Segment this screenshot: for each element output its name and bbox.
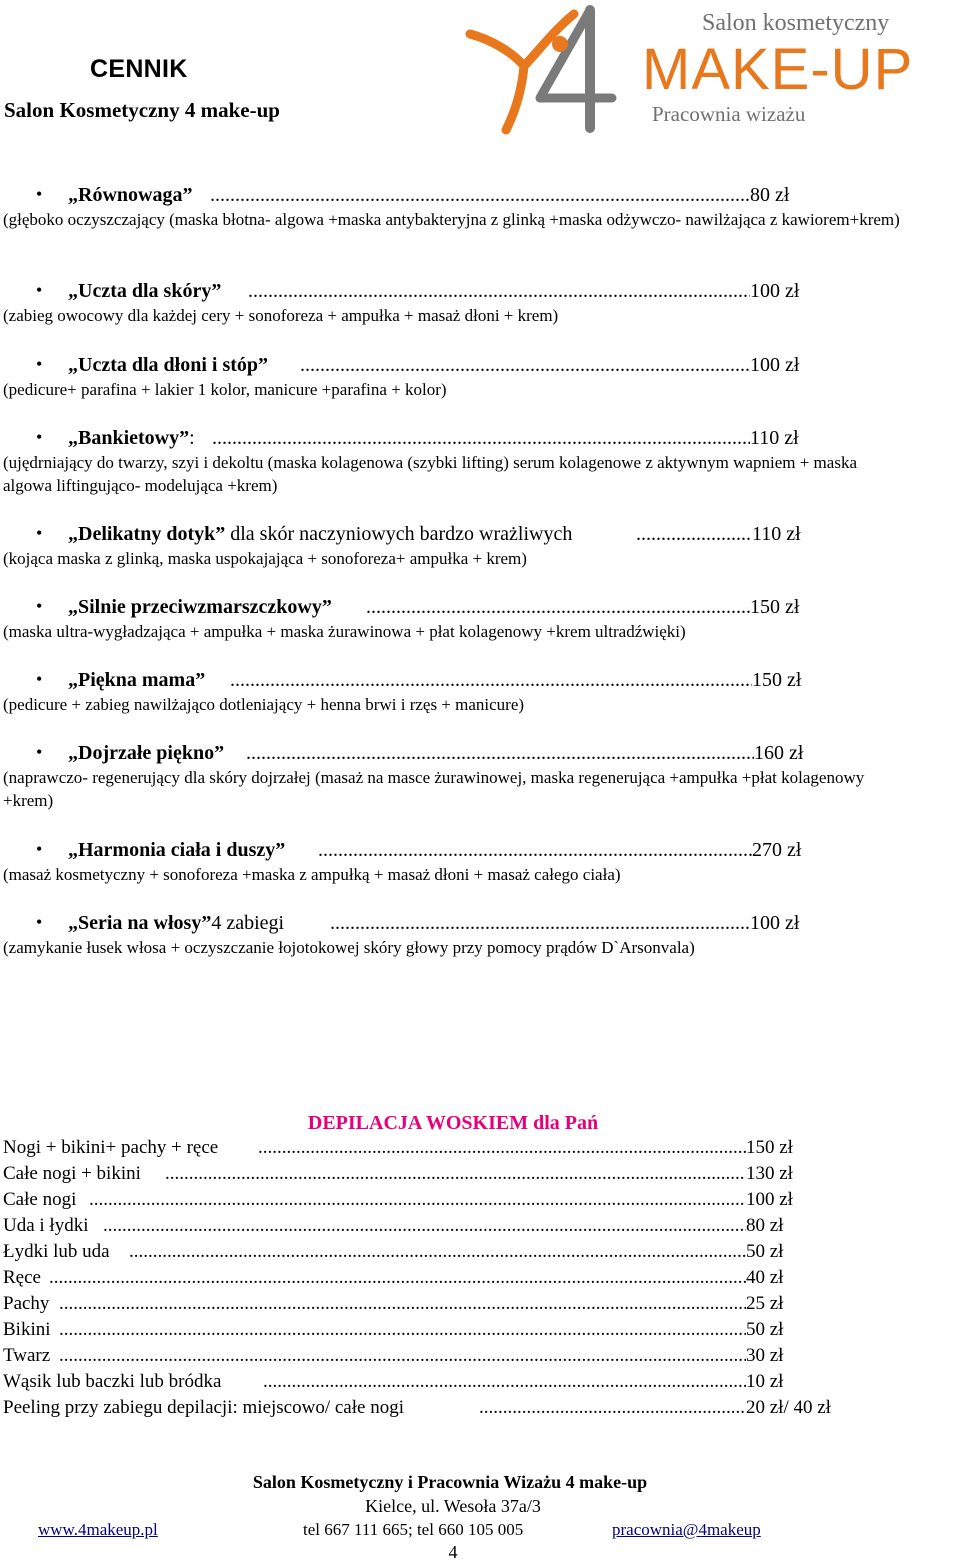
dot-leader (330, 912, 750, 935)
service-description: (maska ultra-wygładzająca + ampułka + maska żurawinowa + płat kolagenowy +krem ultradźwięki) (3, 622, 686, 641)
dot-leader (165, 1163, 746, 1185)
service-name: „Dojrzałe piękno” (68, 742, 225, 764)
dot-leader (246, 742, 754, 765)
dot-leader (230, 669, 752, 692)
price-value: 130 zł (746, 1163, 793, 1184)
service-description: (zabieg owocowy dla każdej cery + sonoforeza + ampułka + masaż dłoni + krem) (3, 306, 559, 325)
dot-leader (59, 1319, 746, 1341)
price-label: Peeling przy zabiegu depilacji: miejscowo/ całe nogi (3, 1397, 404, 1418)
price-value: 50 zł (746, 1319, 784, 1340)
price-value: 40 zł (746, 1267, 784, 1288)
depilation-title: DEPILACJA WOSKIEM dla Pań (307, 1112, 599, 1134)
service-description: (pedicure+ parafina + lakier 1 kolor, manicure +parafina + kolor) (3, 380, 447, 399)
bullet-icon: • (36, 839, 43, 859)
footer-website-link[interactable]: www.4makeup.pl (38, 1520, 158, 1539)
price-label: Całe nogi (3, 1189, 77, 1210)
bullet-icon: • (36, 669, 43, 689)
service-name: „Seria na włosy”4 zabiegi (68, 912, 285, 934)
service-description: (głęboko oczyszczający (maska błotna- algowa +maska antybakteryjna z glinką +maska odżywczo- nawilżająca z kawiorem+krem) (3, 210, 900, 229)
dot-leader (263, 1371, 746, 1393)
price-value: 50 zł (746, 1241, 784, 1262)
logo-figure-icon (462, 0, 662, 140)
price-label: Łydki lub uda (3, 1241, 110, 1262)
page-title: CENNIK (90, 55, 188, 83)
dot-leader (59, 1345, 746, 1367)
price-label: Całe nogi + bikini (3, 1163, 141, 1184)
service-name: „Bankietowy”: (68, 427, 195, 449)
service-name: „Piękna mama” (68, 669, 206, 691)
price-value: 30 zł (746, 1345, 784, 1366)
service-description: (pedicure + zabieg nawilżająco dotleniający + henna brwi i rzęs + manicure) (3, 695, 525, 714)
bullet-icon: • (36, 427, 43, 447)
dot-leader (212, 427, 750, 450)
service-price: 100 zł (750, 354, 800, 376)
bullet-icon: • (36, 184, 43, 204)
bullet-icon: • (36, 354, 43, 374)
service-price: 270 zł (752, 839, 802, 861)
salon-logo (462, 0, 960, 140)
service-name: „Delikatny dotyk” dla skór naczyniowych bardzo wrażliwych (68, 523, 573, 545)
price-label: Bikini (3, 1319, 51, 1340)
price-value: 10 zł (746, 1371, 784, 1392)
price-value: 20 zł/ 40 zł (746, 1397, 831, 1418)
footer-address: Kielce, ul. Wesoła 37a/3 (365, 1496, 541, 1516)
logo-tagline: Salon kosmetyczny (702, 10, 890, 36)
bullet-icon: • (36, 523, 43, 543)
page-number: 4 (448, 1542, 458, 1562)
service-price: 80 zł (750, 184, 790, 206)
dot-leader (59, 1293, 746, 1315)
footer-email-link[interactable]: pracownia@4makeup (612, 1520, 761, 1539)
dot-leader (49, 1267, 746, 1289)
service-name: „Silnie przeciwzmarszczkowy” (68, 596, 332, 618)
dot-leader (129, 1241, 746, 1263)
page-subtitle: Salon Kosmetyczny 4 make-up (4, 98, 280, 122)
price-value: 150 zł (746, 1137, 793, 1158)
price-value: 100 zł (746, 1189, 793, 1210)
price-label: Twarz (3, 1345, 51, 1366)
bullet-icon: • (36, 280, 43, 300)
service-price: 100 zł (750, 912, 800, 934)
dot-leader (300, 354, 750, 377)
footer-phones: tel 667 111 665; tel 660 105 005 (303, 1520, 524, 1539)
dot-leader (479, 1397, 746, 1419)
dot-leader (103, 1215, 746, 1237)
service-price: 110 zł (750, 427, 799, 449)
price-value: 80 zł (746, 1215, 784, 1236)
bullet-icon: • (36, 912, 43, 932)
dot-leader (210, 184, 750, 207)
price-label: Nogi + bikini+ pachy + ręce (3, 1137, 219, 1158)
price-label: Uda i łydki (3, 1215, 89, 1236)
price-label: Pachy (3, 1293, 50, 1314)
service-name: „Równowaga” (68, 184, 193, 206)
dot-leader (248, 280, 750, 303)
logo-brand: MAKE-UP (642, 37, 914, 102)
footer-salon-name: Salon Kosmetyczny i Pracownia Wizażu 4 make-up (252, 1472, 648, 1492)
dot-leader (258, 1137, 746, 1159)
dot-leader (366, 596, 750, 619)
dot-leader (89, 1189, 746, 1211)
service-description: (masaż kosmetyczny + sonoforeza +maska z ampułką + masaż dłoni + masaż całego ciała) (3, 865, 621, 884)
bullet-icon: • (36, 596, 43, 616)
service-price: 160 zł (754, 742, 804, 764)
service-name: „Uczta dla dłoni i stóp” (68, 354, 269, 376)
service-description: (naprawczo- regenerujący dla skóry dojrzałej (masaż na masce żurawinowej, maska regenerująca +ampułka +płat kolagenowy +krem) (3, 768, 865, 810)
service-name: „Harmonia ciała i duszy” (68, 839, 286, 861)
service-price: 110 zł (752, 523, 801, 545)
service-price: 150 zł (752, 669, 802, 691)
dot-leader (636, 523, 752, 546)
price-label: Wąsik lub baczki lub bródka (3, 1371, 222, 1392)
service-name: „Uczta dla skóry” (68, 280, 222, 302)
service-description: (kojąca maska z glinką, maska uspokajająca + sonoforeza+ ampułka + krem) (3, 549, 527, 568)
bullet-icon: • (36, 742, 43, 762)
service-price: 100 zł (750, 280, 800, 302)
price-value: 25 zł (746, 1293, 784, 1314)
logo-subtitle: Pracownia wizażu (652, 102, 806, 126)
price-label: Ręce (3, 1267, 41, 1288)
service-description: (ujędrniający do twarzy, szyi i dekoltu (maska kolagenowa (szybki lifting) serum kolagenowe z aktywnym wapniem + maska algowa liftingująco- modelująca +krem) (3, 453, 857, 495)
service-description: (zamykanie łusek włosa + oczyszczanie łojotokowej skóry głowy przy pomocy prądów D`Arsonvala) (3, 938, 695, 957)
dot-leader (318, 839, 752, 862)
service-price: 150 zł (750, 596, 800, 618)
